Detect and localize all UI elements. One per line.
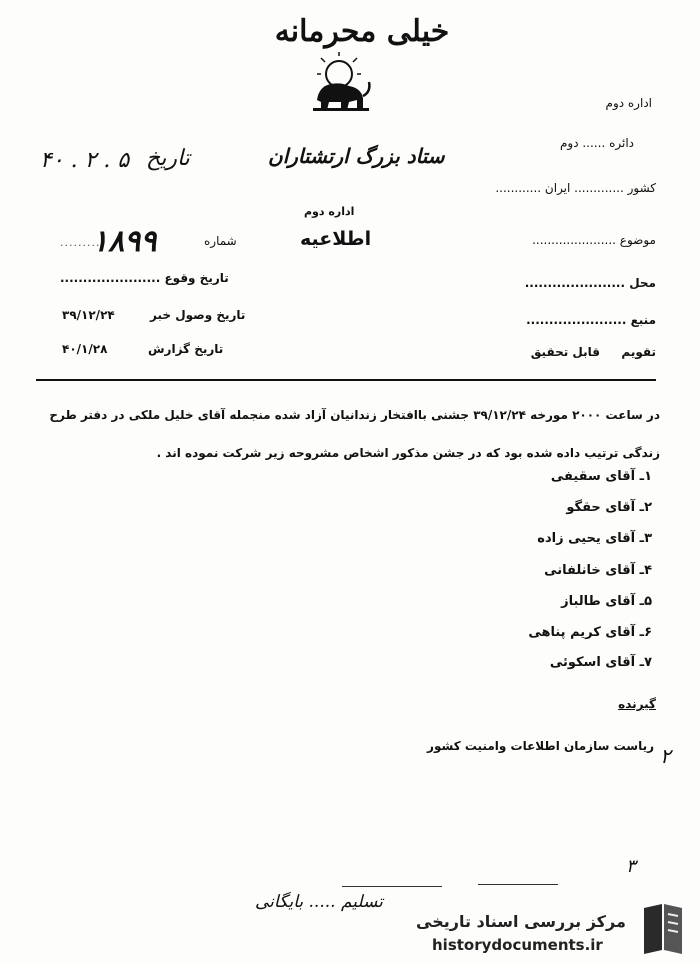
receipt-date-value: ۳۹/۱۲/۲۴ <box>62 308 115 322</box>
list-item: ۷ـ آقای اسکوئی <box>549 655 652 670</box>
list-item: ۳ـ آقای یحیی زاده <box>537 531 652 546</box>
list-item: ۵ـ آقای طالباز <box>561 594 652 609</box>
country-line: کشور ............. ایران ............ <box>495 181 656 195</box>
place-line: محل ...................... <box>524 276 656 290</box>
footer-number: ۳ <box>626 856 636 877</box>
assessment-label: تقویم <box>621 345 656 359</box>
list-item: ۲ـ آقای حقگو <box>566 500 652 515</box>
classification-title: خیلی محرمانه <box>274 14 450 49</box>
date-value: ۴۰ . ۲ . ۵ <box>40 148 130 173</box>
office-top-label: اداره دوم <box>605 96 652 110</box>
recipients-number: ۲ <box>660 744 671 768</box>
source-line: منبع ...................... <box>526 313 656 327</box>
body-line-1: در ساعت ۲۰۰۰ مورخه ۳۹/۱۲/۲۴ جشنی باافتخار زندانیان آزاد شده منجمله آقای خلیل ملکی در دفتر طرح <box>49 408 660 422</box>
department-line: دائره ...... دوم <box>559 136 634 150</box>
recipients-line: ریاست سازمان اطلاعات وامنیت کشور <box>427 739 654 753</box>
body-line-2: زندگی ترتیب داده شده بود که در جشن مذکور اشخاص مشروحه زیر شرکت نموده اند . <box>156 446 660 460</box>
office-center-label: اداره دوم <box>304 205 355 218</box>
watermark-url: historydocuments.ir <box>432 936 603 954</box>
signature-line <box>478 884 558 885</box>
signature-line <box>342 886 442 887</box>
list-item: ۶ـ آقای کریم پناهی <box>528 625 652 640</box>
list-item: ۱ـ آقای سقیفی <box>550 469 652 484</box>
report-type: اطلاعیه <box>300 228 372 250</box>
list-item: ۴ـ آقای خانلفانی <box>544 563 652 578</box>
header-divider <box>36 379 656 381</box>
date-label: تاریخ <box>146 146 190 171</box>
number-value: ۱۸۹۹ <box>92 224 157 259</box>
recipients-label: گیرنده <box>618 697 656 711</box>
archive-logo-icon <box>638 900 686 960</box>
subject-line: موضوع ...................... <box>532 233 656 247</box>
event-date-line: تاریخ وقوع ...................... <box>60 271 229 285</box>
handwritten-note: تسلیم ..... بایگانی <box>255 892 383 912</box>
receipt-date-label: تاریخ وصول خبر <box>150 308 246 322</box>
report-date-value: ۴۰/۱/۲۸ <box>62 342 108 356</box>
lion-and-sun-emblem-icon <box>305 52 375 118</box>
watermark-org-text: مرکز بررسی اسناد تاریخی <box>416 912 626 931</box>
number-dots: ......... <box>60 236 101 249</box>
report-date-label: تاریخ گزارش <box>148 342 224 356</box>
assessment-value: قابل تحقیق <box>530 345 600 359</box>
number-label: شماره <box>204 234 237 248</box>
organization-name: ستاد بزرگ ارتشتاران <box>268 144 445 168</box>
